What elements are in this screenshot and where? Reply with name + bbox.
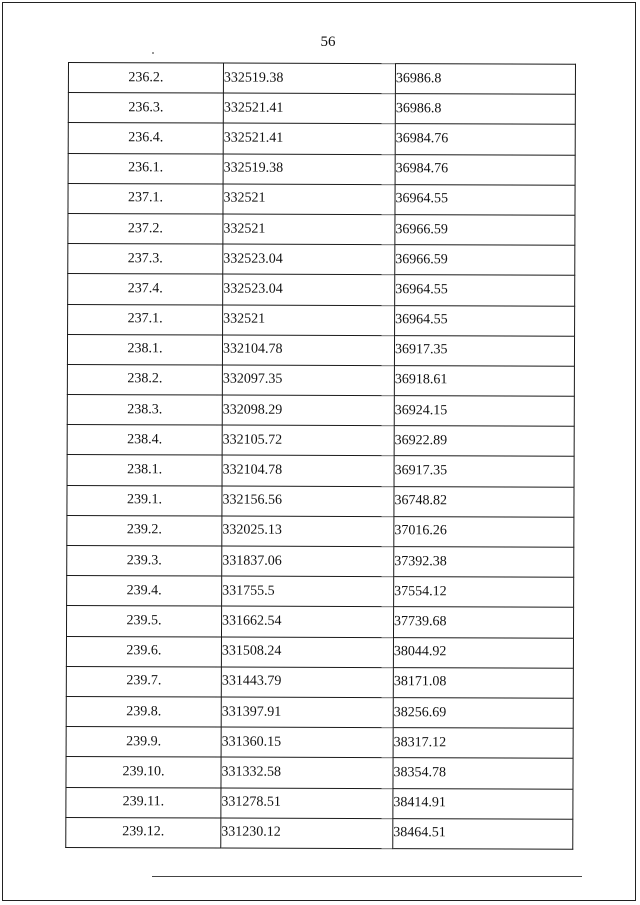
y-coordinate-cell: 38171.08 (393, 667, 573, 698)
y-coordinate-cell: 36984.76 (395, 124, 575, 155)
table-row (66, 666, 573, 698)
y-coordinate-cell: 37554.12 (394, 577, 574, 608)
point-number-cell: 239.9. (66, 727, 221, 758)
point-number-cell: 238.2. (67, 364, 222, 395)
point-number-cell: 236.2. (68, 63, 223, 94)
point-number-cell: 238.4. (67, 425, 222, 456)
y-coordinate-cell: 38317.12 (393, 728, 573, 759)
x-coordinate-cell: 331332.58 (221, 757, 393, 788)
point-number-cell: 238.1. (67, 334, 222, 365)
table-row (68, 183, 575, 215)
y-coordinate-cell: 38414.91 (393, 788, 573, 819)
x-coordinate-cell: 332521.41 (223, 93, 395, 124)
table-row (68, 123, 575, 155)
table-row (67, 395, 574, 427)
scan-speck (152, 52, 154, 54)
y-coordinate-cell: 36964.55 (395, 305, 575, 336)
y-coordinate-cell: 36917.35 (394, 335, 574, 366)
table-row (67, 334, 574, 366)
x-coordinate-cell: 332523.04 (223, 274, 395, 305)
y-coordinate-cell: 36922.89 (394, 426, 574, 457)
point-number-cell: 239.4. (67, 576, 222, 607)
point-number-cell: 239.2. (67, 515, 222, 546)
y-coordinate-cell: 36918.61 (394, 366, 574, 397)
x-coordinate-cell: 332523.04 (223, 244, 395, 275)
y-coordinate-cell: 36966.59 (395, 215, 575, 246)
x-coordinate-cell: 332156.56 (222, 486, 394, 517)
point-number-cell: 238.3. (67, 395, 222, 426)
x-coordinate-cell: 332521 (223, 214, 395, 245)
table-row (68, 63, 575, 95)
table-row (67, 576, 574, 608)
coordinates-table-body (66, 63, 576, 850)
table-row (67, 515, 574, 547)
x-coordinate-cell: 332104.78 (222, 455, 394, 486)
point-number-cell: 236.3. (68, 93, 223, 124)
y-coordinate-cell: 36917.35 (394, 456, 574, 487)
y-coordinate-cell: 37016.26 (394, 516, 574, 547)
table-row (67, 455, 574, 487)
table-row (68, 274, 575, 306)
y-coordinate-cell: 36984.76 (395, 154, 575, 185)
x-coordinate-cell: 332521 (223, 184, 395, 215)
x-coordinate-cell: 332519.38 (223, 63, 395, 94)
table-row (67, 485, 574, 517)
y-coordinate-cell: 37392.38 (394, 547, 574, 578)
x-coordinate-cell: 332521.41 (223, 123, 395, 154)
y-coordinate-cell: 38044.92 (393, 637, 573, 668)
x-coordinate-cell: 331662.54 (221, 606, 393, 637)
point-number-cell: 237.1. (68, 304, 223, 335)
table-row (66, 787, 573, 819)
point-number-cell: 239.6. (66, 636, 221, 667)
point-number-cell: 239.7. (66, 666, 221, 697)
x-coordinate-cell: 332104.78 (222, 335, 394, 366)
table-row (66, 727, 573, 759)
table-row (67, 545, 574, 577)
point-number-cell: 237.2. (68, 213, 223, 244)
y-coordinate-cell: 38256.69 (393, 698, 573, 729)
x-coordinate-cell: 332521 (223, 305, 395, 336)
table-row (68, 93, 575, 125)
x-coordinate-cell: 332097.35 (222, 365, 394, 396)
x-coordinate-cell: 332025.13 (222, 516, 394, 547)
table-row (66, 757, 573, 789)
point-number-cell: 239.11. (66, 787, 221, 818)
y-coordinate-cell: 36964.55 (395, 184, 575, 215)
table-row (66, 606, 573, 638)
y-coordinate-cell: 36924.15 (394, 396, 574, 427)
y-coordinate-cell: 36966.59 (395, 245, 575, 276)
x-coordinate-cell: 331443.79 (221, 667, 393, 698)
table-row (66, 817, 573, 849)
coordinates-table (65, 62, 576, 850)
x-coordinate-cell: 331755.5 (222, 576, 394, 607)
table-row (68, 304, 575, 336)
table-row (67, 425, 574, 457)
page-number: 56 (320, 34, 336, 50)
x-coordinate-cell: 331837.06 (222, 546, 394, 577)
table-row (68, 244, 575, 276)
table-row (68, 213, 575, 245)
point-number-cell: 238.1. (67, 455, 222, 486)
table-row (67, 364, 574, 396)
point-number-cell: 239.10. (66, 757, 221, 788)
y-coordinate-cell: 38464.51 (393, 818, 573, 849)
point-number-cell: 239.12. (66, 817, 221, 848)
table-row (66, 696, 573, 728)
x-coordinate-cell: 332105.72 (222, 425, 394, 456)
point-number-cell: 239.5. (66, 606, 221, 637)
y-coordinate-cell: 36964.55 (395, 275, 575, 306)
x-coordinate-cell: 332519.38 (223, 154, 395, 185)
bottom-rule (152, 876, 582, 877)
y-coordinate-cell: 36986.8 (395, 94, 575, 125)
x-coordinate-cell: 331278.51 (221, 788, 393, 819)
point-number-cell: 236.4. (68, 123, 223, 154)
y-coordinate-cell: 36986.8 (395, 64, 575, 95)
point-number-cell: 239.8. (66, 696, 221, 727)
table-row (66, 636, 573, 668)
x-coordinate-cell: 332098.29 (222, 395, 394, 426)
x-coordinate-cell: 331397.91 (221, 697, 393, 728)
y-coordinate-cell: 38354.78 (393, 758, 573, 789)
point-number-cell: 237.3. (68, 244, 223, 275)
x-coordinate-cell: 331230.12 (221, 818, 393, 849)
point-number-cell: 237.4. (68, 274, 223, 305)
y-coordinate-cell: 37739.68 (393, 607, 573, 638)
point-number-cell: 237.1. (68, 183, 223, 214)
x-coordinate-cell: 331508.24 (221, 637, 393, 668)
point-number-cell: 239.1. (67, 485, 222, 516)
point-number-cell: 236.1. (68, 153, 223, 184)
point-number-cell: 239.3. (67, 545, 222, 576)
x-coordinate-cell: 331360.15 (221, 727, 393, 758)
table-row (68, 153, 575, 185)
y-coordinate-cell: 36748.82 (394, 486, 574, 517)
